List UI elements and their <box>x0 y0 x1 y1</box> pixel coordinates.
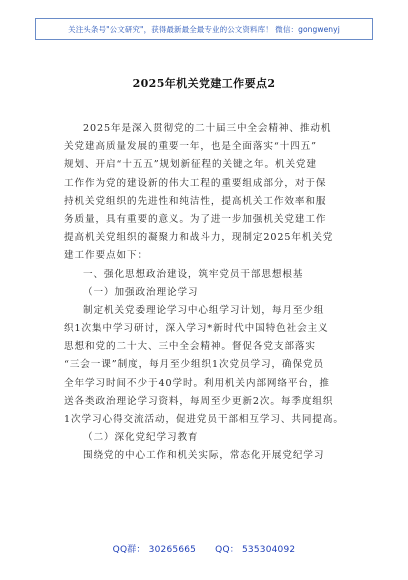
body-line: 围绕党的中心工作和机关实际，常态化开展党纪学习 <box>83 450 325 462</box>
header-banner <box>0 4 408 54</box>
body-line: 规划、开启“十五五”规划新征程的关键之年。机关党建 <box>64 159 317 171</box>
qq-number-label: QQ： 535304092 <box>215 545 296 555</box>
document-title: 2025年机关党建工作要点2 <box>132 77 276 90</box>
body-line: 制定机关党委理论学习中心组学习计划，每月至少组 <box>83 304 325 316</box>
footer-contact <box>0 542 408 555</box>
body-line: 思想和党的二十大、三中全会精神。督促各党支部落实 <box>64 341 316 353</box>
banner-text: 关注头条号"公文研究"，获得最新最全最专业的公文资料库！ 微信：gongwenyj <box>35 18 373 40</box>
body-line: 提高机关党组织的凝聚力和战斗力，现制定2025年机关党 <box>64 232 334 244</box>
subsection-heading: （二）深化党纪学习教育 <box>83 432 199 444</box>
subsection-heading: （一）加强政治理论学习 <box>83 286 199 298</box>
document-body <box>64 120 354 466</box>
body-line: 送各类政治理论学习资料，每周至少更新2次。每季度组织 <box>64 395 334 407</box>
body-line: 务质量，具有重要的意义。为了进一步加强机关党建工作 <box>64 213 327 225</box>
body-line: 建工作要点如下： <box>64 250 148 262</box>
body-line: 织1次集中学习研讨，深入学习*新时代中国特色社会主义 <box>64 323 329 335</box>
body-line: 1次学习心得交流活动，促进党员干部相互学习、共同提高。 <box>64 414 344 425</box>
body-line: 2025年是深入贯彻党的二十届三中全会精神、推动机 <box>83 123 332 134</box>
body-line: 关党建高质量发展的重要一年，也是全面落实“十四五” <box>64 141 317 153</box>
section-heading: 一、强化思想政治建设，筑牢党员干部思想根基 <box>83 268 304 280</box>
qq-group-label: QQ群： 30265665 <box>112 545 197 555</box>
body-line: 持机关党组织的先进性和纯洁性，提高机关工作效率和服 <box>64 195 327 207</box>
body-line: 全年学习时间不少于40学时。利用机关内部网络平台，推 <box>64 377 330 389</box>
body-line: “三会一课”制度，每月至少组织1次党员学习，确保党员 <box>64 359 324 371</box>
body-line: 工作作为党的建设新的伟大工程的重要组成部分，对于保 <box>64 177 327 189</box>
